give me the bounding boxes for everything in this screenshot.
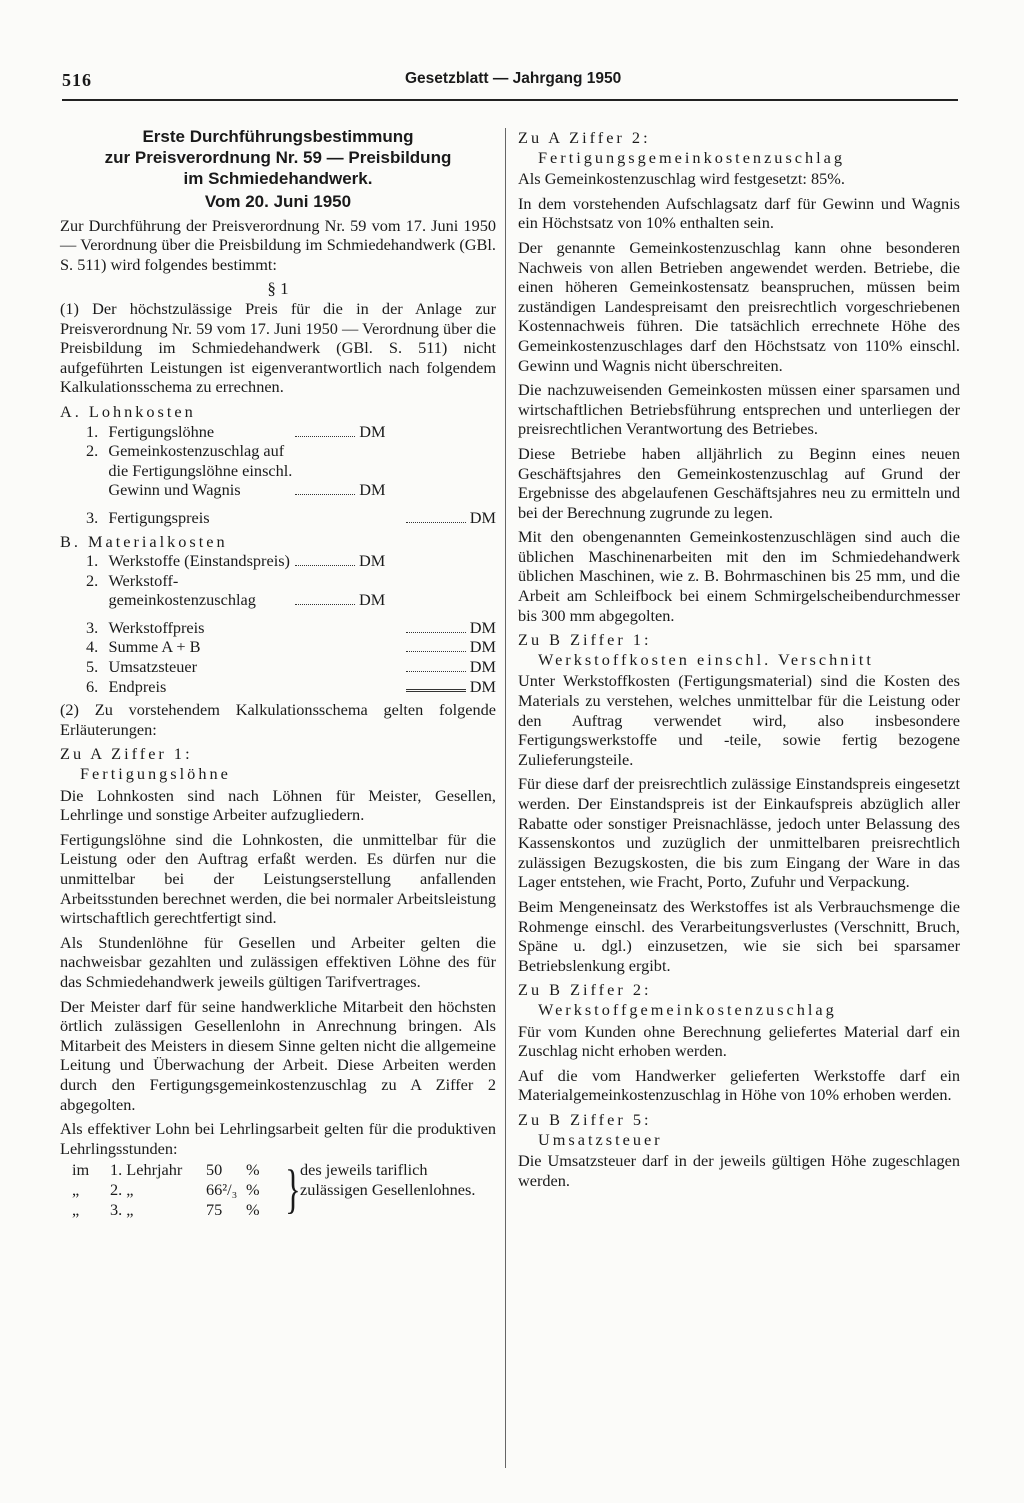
calc-num: 5.: [86, 657, 99, 677]
fill-line: [406, 659, 466, 672]
calc-unit: DM: [359, 421, 386, 441]
calc-row: [60, 657, 496, 677]
title-line: Erste Durchführungsbestimmung: [142, 127, 414, 146]
calc-num: 2.: [86, 441, 99, 461]
calc-row: [60, 441, 496, 500]
calc-unit: DM: [469, 617, 496, 637]
paragraph-2: (2) Zu vorstehendem Kalkulationsschema gelten folgende Erläuterungen:: [60, 700, 496, 739]
calc-num: 1.: [86, 421, 99, 441]
calc-row: [60, 551, 496, 571]
explanation-paragraph: Der Meister darf für seine handwerkliche Mitarbeit den höchsten örtlich zulässigen Gesellenlohn in Anrechnung bringen. Als Mitarbeit des Meisters in diesem Sinne gelten nicht die allgemeine Leitung und Überwachung der Arbeit. Diese Arbeiten werden durch den Fertigungsgemeinkostenzuschlag zu A Ziffer 2 abgegolten.: [60, 996, 496, 1114]
left-column: [60, 126, 496, 1222]
calc-unit: DM: [469, 637, 496, 657]
explanation-paragraph: Als effektiver Lohn bei Lehrlingsarbeit gelten für die produktiven Lehrlingsstunden:: [60, 1119, 496, 1158]
calc-row: [60, 571, 496, 610]
calc-row: [60, 422, 496, 442]
calc-row: [60, 677, 496, 697]
explanation-paragraph: Für vom Kunden ohne Berechnung geliefertes Material darf ein Zuschlag nicht erhoben werden.: [518, 1021, 960, 1061]
calc-unit: DM: [359, 480, 386, 500]
explanation-subheading: Werkstoffgemeinkostenzuschlag: [538, 999, 837, 1019]
explanation-heading: Zu A Ziffer 1:: [60, 744, 193, 764]
title-line: im Schmiedehandwerk.: [183, 169, 373, 188]
fill-line: [406, 677, 466, 692]
fill-line: [406, 639, 466, 652]
calc-label: Werkstoff-gemeinkostenzuschlag: [108, 570, 256, 610]
page-number: 516: [62, 70, 92, 90]
calc-row: [60, 508, 496, 528]
paragraph-1: (1) Der höchstzulässige Preis für die in der Anlage zur Preisverordnung Nr. 59 vom 17. Juni 1950 — Verordnung über die Preisbildung im Schmiedehandwerk (GBl. S. 511) nicht aufgeführten Leistungen ist eigenverantwortlich nach folgendem Kalkulationsschema zu errechnen.: [60, 298, 496, 397]
explanation-paragraph: Die nachzuweisenden Gemeinkosten müssen einer sparsamen und wirtschaftlichen Betriebsführung entsprechen und unterliegen der preisrechtlichen Verantwortung des Betriebes.: [518, 380, 960, 439]
section-b-heading: B. Materialkosten: [60, 531, 228, 551]
calc-table-a: [60, 422, 496, 528]
explanation-subheading: Fertigungslöhne: [80, 764, 231, 784]
fill-line: [295, 592, 355, 605]
calc-unit: DM: [359, 590, 386, 610]
explanation-paragraph: Beim Mengeneinsatz des Werkstoffes ist als Verbrauchsmenge die Rohmenge einschl. des Verarbeitungsverlustes (Verschnitt, Bruch, Späne u. dgl.) einzusetzen, wie sie sich bei sparsamer Betriebslenkung ergibt.: [518, 896, 960, 975]
explanation-heading: Zu B Ziffer 2:: [518, 980, 652, 1000]
calc-row: [60, 637, 496, 657]
header-rule: [62, 99, 958, 101]
fill-line: [295, 482, 355, 495]
explanation-paragraph: Als Gemeinkostenzuschlag wird festgesetzt: 85%.: [518, 169, 845, 189]
calc-label: Fertigungslöhne: [108, 421, 215, 441]
section-a-heading: A. Lohnkosten: [60, 401, 196, 421]
calc-label: Summe A + B: [108, 637, 201, 657]
explanation-paragraph: Unter Werkstoffkosten (Fertigungsmaterial) sind die Kosten des Materials zu verstehen, welches unmittelbar für die Leistung oder den Auftrag verwendet wird, also insbesondere Fertigungswerkstoffe und -teile, sowie fertig bezogene Zulieferungsteile.: [518, 671, 960, 769]
explanation-paragraph: Fertigungslöhne sind die Lohnkosten, die unmittelbar für die Leistung oder den Auftrag erfaßt werden. Es dürfen nur die unmittelbar bei der Leistungserstellung anfallenden Arbeitsstunden berechnet werden, die bei normaler Arbeitsleistung wirtschaftlich gerechtfertigt sind.: [60, 829, 496, 928]
calc-label: Fertigungspreis: [108, 507, 210, 527]
explanation-paragraph: Die Lohnkosten sind nach Löhnen für Meister, Gesellen, Lehrlinge und sonstige Arbeiter aufzugliedern.: [60, 785, 496, 825]
calc-label: Umsatzsteuer: [108, 657, 198, 677]
apprentice-row: „ 3. „ 75 %: [72, 1200, 260, 1220]
calc-table-b: [60, 551, 496, 696]
apprentice-rates: [72, 1160, 496, 1222]
header-title: Gesetzblatt — Jahrgang 1950: [405, 70, 622, 87]
title-line: zur Preisverordnung Nr. 59 — Preisbildung: [104, 148, 452, 167]
explanation-heading: Zu B Ziffer 1:: [518, 630, 652, 650]
calc-label: Werkstoffe (Einstandspreis): [108, 551, 290, 571]
calc-label: Gemeinkostenzuschlag auf die Fertigungslöhne einschl. Gewinn und Wagnis: [108, 441, 293, 500]
explanation-paragraph: Auf die vom Handwerker gelieferten Werkstoffe darf ein Materialgemeinkostenzuschlag in Höhe von 10% erhoben werden.: [518, 1065, 960, 1105]
calc-unit: DM: [469, 507, 496, 527]
explanation-paragraph: In dem vorstehenden Aufschlagsatz darf für Gewinn und Wagnis ein Höchstsatz von 10% enthalten sein.: [518, 193, 960, 233]
fill-line: [295, 553, 355, 566]
explanation-paragraph: Für diese darf der preisrechtlich zulässige Einstandspreis eingesetzt werden. Der Einstandspreis ist der Einkaufspreis abzüglich aller Rabatte oder sonstiger Preisnachlässe, jedoch unter Belassung des Kassenskontos und zuzüglich der unmittelbaren preisrechtlich zulässigen Bezugskosten, die bis zum Eingang der Ware in das Lager entstehen, wie Fracht, Porto, Zufuhr und Verpackung.: [518, 774, 960, 892]
calc-label: Werkstoffpreis: [108, 617, 205, 637]
calc-unit: DM: [469, 676, 496, 696]
column-divider: [505, 128, 506, 1468]
explanation-subheading: Umsatzsteuer: [538, 1129, 663, 1149]
calc-num: 4.: [86, 637, 99, 657]
fill-line: [406, 620, 466, 633]
explanation-heading: Zu A Ziffer 2:: [518, 128, 651, 147]
calc-num: 2.: [86, 570, 99, 590]
explanation-heading: Zu B Ziffer 5:: [518, 1109, 652, 1129]
fill-line: [295, 424, 355, 437]
document-date: Vom 20. Juni 1950: [204, 192, 352, 211]
apprentice-row: „ 2. „ 66²/₃ %: [72, 1180, 260, 1200]
explanation-paragraph: Als Stundenlöhne für Gesellen und Arbeiter gelten die nachweisbar gezahlten und zulässigen effektiven Löhne des für das Schmiedehandwerk jeweils gültigen Tarifvertrages.: [60, 932, 496, 991]
section-sign: § 1: [267, 279, 289, 299]
calc-row: [60, 618, 496, 638]
apprentice-note: des jeweils tariflich zulässigen Gesellenlohnes.: [300, 1160, 476, 1200]
apprentice-row: im 1. Lehrjahr 50 %: [72, 1160, 260, 1180]
intro-paragraph: Zur Durchführung der Preisverordnung Nr. 59 vom 17. Juni 1950 — Verordnung über die Preisbildung im Schmiedehandwerk (GBl. S. 511) wird folgendes bestimmt:: [60, 215, 496, 274]
fill-line: [406, 510, 466, 523]
calc-num: 1.: [86, 551, 99, 571]
explanation-subheading: Werkstoffkosten einschl. Verschnitt: [538, 649, 874, 669]
calc-label: Endpreis: [108, 676, 167, 696]
right-column: [518, 126, 960, 1195]
calc-num: 3.: [86, 617, 99, 637]
explanation-paragraph: Mit den obengenannten Gemeinkostenzuschlägen sind auch die üblichen Maschinenarbeiten mit den im Schmiedehandwerk üblichen Maschinen, wie z. B. Bohrmaschinen bis 25 mm, und die Arbeit am Schleifbock bei einem Schmirgelscheibendurchmesser bis 300 mm abgegolten.: [518, 527, 960, 625]
explanation-paragraph: Der genannte Gemeinkostenzuschlag kann ohne besonderen Nachweis von allen Betrieben angewendet werden. Betriebe, die einen höheren Gemeinkostensatz beanspruchen, müssen beim zuständigen Landespreisamt den preisrechtlich vorgeschriebenen Kostennachweis führen. Die tatsächlich errechnete Höhe des Gemeinkostenzuschlages darf den Höchstsatz von 110% einschl. Gewinn und Wagnis nicht überschreiten.: [518, 237, 960, 375]
explanation-paragraph: Die Umsatzsteuer darf in der jeweils gültigen Höhe zugeschlagen werden.: [518, 1151, 960, 1190]
explanation-subheading: Fertigungsgemeinkostenzuschlag: [538, 147, 846, 167]
calc-unit: DM: [359, 551, 386, 571]
calc-num: 3.: [86, 507, 99, 527]
calc-num: 6.: [86, 676, 99, 696]
calc-unit: DM: [469, 657, 496, 677]
explanation-paragraph: Diese Betriebe haben alljährlich zu Beginn eines neuen Geschäftsjahres den Gemeinkostenzuschlag auf Grund der Ergebnisse des abgelaufenen Geschäftsjahres neu zu ermitteln und bei der Berechnung zugrunde zu legen.: [518, 443, 960, 522]
document-title: [60, 126, 496, 189]
curly-brace-icon: }: [285, 1159, 301, 1220]
